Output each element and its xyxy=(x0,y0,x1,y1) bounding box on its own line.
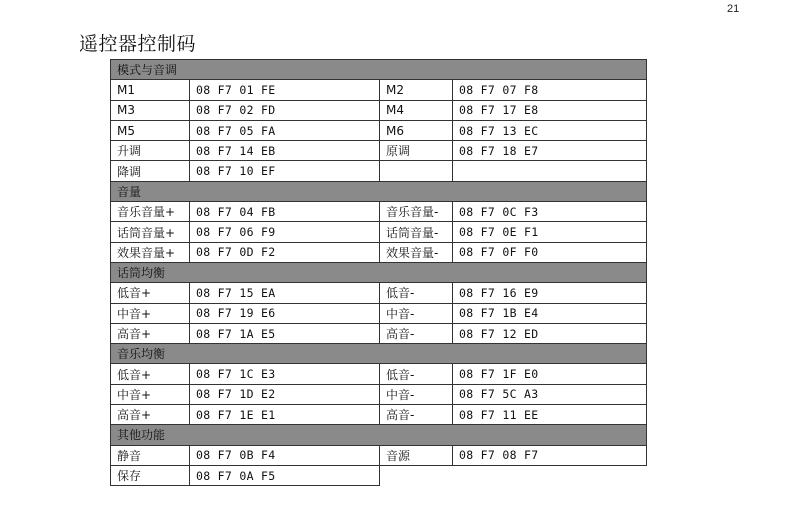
empty-area xyxy=(453,465,647,485)
function-label: 话筒音量+ xyxy=(111,222,190,242)
code-value: 08 F7 1E E1 xyxy=(190,405,380,425)
code-value: 08 F7 18 E7 xyxy=(453,141,647,161)
function-label: 高音- xyxy=(380,323,453,343)
table-row xyxy=(111,141,647,161)
code-value: 08 F7 1A E5 xyxy=(190,323,380,343)
function-label: 音乐音量- xyxy=(380,202,453,222)
function-label: M4 xyxy=(380,100,453,120)
table-row xyxy=(111,445,647,465)
code-value: 08 F7 1C E3 xyxy=(190,364,380,384)
table-row xyxy=(111,384,647,404)
section-header: 音乐均衡 xyxy=(111,344,647,364)
function-label: M3 xyxy=(111,100,190,120)
code-value: 08 F7 11 EE xyxy=(453,405,647,425)
function-label xyxy=(380,161,453,181)
function-label: 音源 xyxy=(380,445,453,465)
function-label: 降调 xyxy=(111,161,190,181)
code-value: 08 F7 0A F5 xyxy=(190,465,380,485)
code-value: 08 F7 19 E6 xyxy=(190,303,380,323)
code-value: 08 F7 07 F8 xyxy=(453,80,647,100)
function-label: 中音+ xyxy=(111,303,190,323)
function-label: 升调 xyxy=(111,141,190,161)
table-row xyxy=(111,120,647,140)
table-row xyxy=(111,303,647,323)
section-header-row xyxy=(111,181,647,201)
code-value: 08 F7 13 EC xyxy=(453,120,647,140)
page-number: 21 xyxy=(727,3,740,15)
function-label: M6 xyxy=(380,120,453,140)
table-row xyxy=(111,100,647,120)
function-label: 低音+ xyxy=(111,364,190,384)
code-value: 08 F7 17 E8 xyxy=(453,100,647,120)
page-title: 遥控器控制码 xyxy=(79,33,197,55)
table-row xyxy=(111,405,647,425)
function-label: 高音- xyxy=(380,405,453,425)
code-value: 08 F7 1F E0 xyxy=(453,364,647,384)
section-header-row xyxy=(111,425,647,445)
function-label: M5 xyxy=(111,120,190,140)
code-value: 08 F7 15 EA xyxy=(190,283,380,303)
table-row xyxy=(111,222,647,242)
table-row xyxy=(111,80,647,100)
code-value: 08 F7 0B F4 xyxy=(190,445,380,465)
code-value: 08 F7 0C F3 xyxy=(453,202,647,222)
code-value: 08 F7 5C A3 xyxy=(453,384,647,404)
function-label: 中音- xyxy=(380,303,453,323)
table-row xyxy=(111,323,647,343)
code-value: 08 F7 05 FA xyxy=(190,120,380,140)
function-label: M2 xyxy=(380,80,453,100)
code-value: 08 F7 14 EB xyxy=(190,141,380,161)
function-label: 低音+ xyxy=(111,283,190,303)
table-row xyxy=(111,202,647,222)
function-label: 中音- xyxy=(380,384,453,404)
section-header: 音量 xyxy=(111,181,647,201)
section-header: 其他功能 xyxy=(111,425,647,445)
code-value: 08 F7 01 FE xyxy=(190,80,380,100)
code-value: 08 F7 08 F7 xyxy=(453,445,647,465)
function-label: 高音+ xyxy=(111,323,190,343)
code-value: 08 F7 1B E4 xyxy=(453,303,647,323)
table-row xyxy=(111,364,647,384)
code-value: 08 F7 10 EF xyxy=(190,161,380,181)
section-header: 模式与音调 xyxy=(111,60,647,80)
section-header-row xyxy=(111,262,647,282)
code-value: 08 F7 16 E9 xyxy=(453,283,647,303)
table-row xyxy=(111,283,647,303)
function-label: 低音- xyxy=(380,283,453,303)
code-value: 08 F7 04 FB xyxy=(190,202,380,222)
code-value: 08 F7 0D F2 xyxy=(190,242,380,262)
function-label: 原调 xyxy=(380,141,453,161)
code-table-body xyxy=(111,60,647,486)
remote-code-table xyxy=(110,59,647,486)
function-label: 静音 xyxy=(111,445,190,465)
code-value: 08 F7 02 FD xyxy=(190,100,380,120)
code-value: 08 F7 0E F1 xyxy=(453,222,647,242)
table-row xyxy=(111,242,647,262)
code-value: 08 F7 12 ED xyxy=(453,323,647,343)
function-label: M1 xyxy=(111,80,190,100)
code-value: 08 F7 06 F9 xyxy=(190,222,380,242)
function-label: 话筒音量- xyxy=(380,222,453,242)
section-header-row xyxy=(111,60,647,80)
empty-area xyxy=(380,465,453,485)
table-row xyxy=(111,161,647,181)
section-header: 话筒均衡 xyxy=(111,262,647,282)
section-header-row xyxy=(111,344,647,364)
function-label: 中音+ xyxy=(111,384,190,404)
code-value xyxy=(453,161,647,181)
code-value: 08 F7 1D E2 xyxy=(190,384,380,404)
function-label: 高音+ xyxy=(111,405,190,425)
function-label: 效果音量- xyxy=(380,242,453,262)
function-label: 音乐音量+ xyxy=(111,202,190,222)
table-row xyxy=(111,465,647,485)
function-label: 保存 xyxy=(111,465,190,485)
function-label: 低音- xyxy=(380,364,453,384)
code-value: 08 F7 0F F0 xyxy=(453,242,647,262)
function-label: 效果音量+ xyxy=(111,242,190,262)
